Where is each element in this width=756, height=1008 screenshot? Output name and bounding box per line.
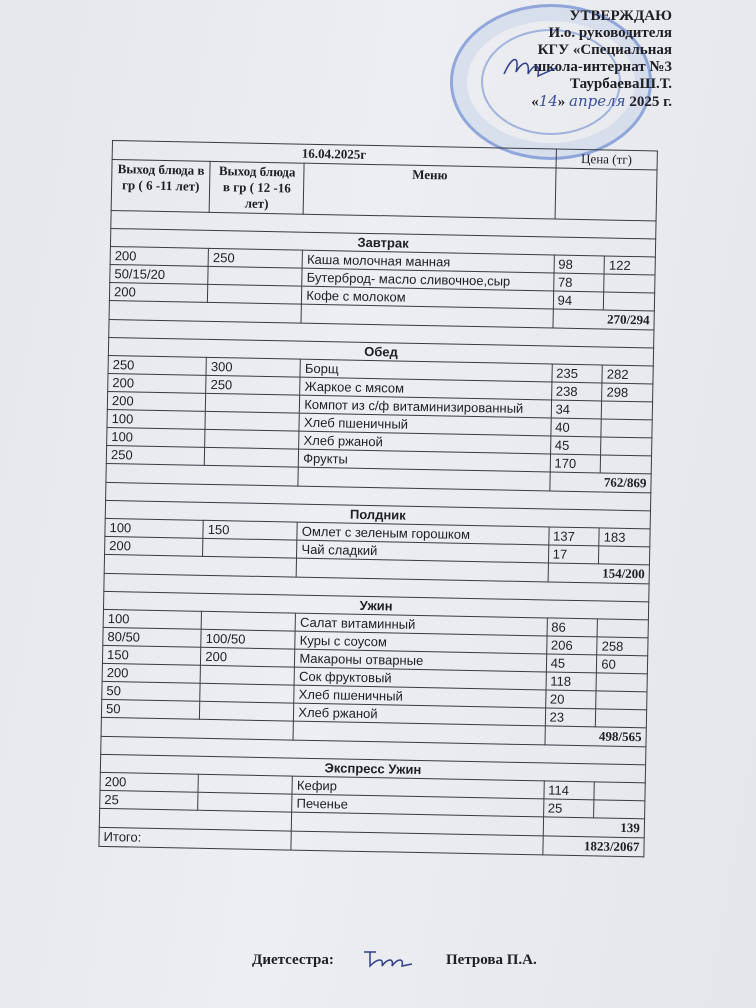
portion-young: 50/15/20 bbox=[110, 264, 209, 284]
price-old bbox=[594, 782, 645, 801]
dish-name: Каша молочная манная bbox=[302, 250, 554, 273]
section-total: 154/200 bbox=[548, 563, 650, 584]
portion-young: 250 bbox=[106, 445, 205, 465]
price-young: 98 bbox=[554, 255, 605, 274]
price-old bbox=[596, 709, 647, 728]
approval-day: 14 bbox=[538, 92, 558, 110]
approval-date: «14» апреля 2025 г. bbox=[531, 92, 672, 110]
price-young: 114 bbox=[544, 781, 595, 800]
approval-year: 2025 г. bbox=[629, 94, 672, 110]
section-total: 270/294 bbox=[553, 309, 655, 330]
portion-old bbox=[205, 447, 299, 467]
portion-young: 50 bbox=[101, 699, 200, 719]
section-total: 762/869 bbox=[549, 472, 651, 493]
portion-old bbox=[205, 411, 299, 431]
section-title: Обед bbox=[108, 337, 653, 365]
section-title: Завтрак bbox=[110, 228, 655, 256]
price-young: 235 bbox=[552, 364, 603, 383]
grand-total-value: 1823/2067 bbox=[542, 836, 644, 857]
price-young: 40 bbox=[551, 418, 602, 437]
price-old bbox=[604, 292, 655, 311]
price-old: 122 bbox=[604, 256, 655, 275]
price-old bbox=[601, 419, 652, 438]
price-old bbox=[597, 619, 648, 638]
approval-month: апреля bbox=[569, 92, 626, 110]
portion-old: 250 bbox=[208, 248, 302, 268]
price-young: 137 bbox=[548, 527, 599, 546]
price-young: 45 bbox=[546, 654, 597, 673]
footer-name: Петрова П.А. bbox=[446, 952, 537, 968]
director-signature bbox=[500, 52, 560, 82]
portion-old: 200 bbox=[201, 647, 295, 667]
price-young: 238 bbox=[551, 382, 602, 401]
footer-signature-line bbox=[252, 952, 537, 969]
portion-young: 200 bbox=[107, 391, 206, 411]
footer-role: Диетсестра: bbox=[252, 952, 334, 968]
portion-young: 50 bbox=[102, 681, 201, 701]
portion-old bbox=[201, 611, 295, 631]
portion-old bbox=[200, 701, 294, 721]
portion-young: 200 bbox=[110, 246, 209, 266]
dish-name: Бутерброд- масло сливочное,сыр bbox=[302, 268, 554, 291]
dish-name: Хлеб ржаной bbox=[294, 703, 546, 726]
col-young-header: Выход блюда в гр ( 6 -11 лет) bbox=[111, 160, 210, 213]
price-old: 282 bbox=[602, 365, 653, 384]
section-title: Ужин bbox=[103, 591, 648, 619]
portion-young: 150 bbox=[102, 645, 201, 665]
price-young: 23 bbox=[545, 708, 596, 727]
grand-total-label: Итого: bbox=[99, 827, 292, 850]
dish-name: Борщ bbox=[300, 359, 552, 382]
portion-old bbox=[203, 538, 297, 558]
col-menu-header: Меню bbox=[303, 163, 555, 219]
dish-name: Печенье bbox=[292, 794, 544, 817]
price-old: 60 bbox=[597, 655, 648, 674]
price-old bbox=[604, 274, 655, 293]
price-old: 298 bbox=[602, 383, 653, 402]
dietitian-signature bbox=[360, 944, 414, 974]
price-young: 118 bbox=[546, 672, 597, 691]
price-old bbox=[596, 691, 647, 710]
price-old bbox=[602, 401, 653, 420]
price-young: 20 bbox=[545, 690, 596, 709]
section-total: 498/565 bbox=[545, 726, 647, 747]
dish-name: Куры с соусом bbox=[295, 631, 547, 654]
price-young: 45 bbox=[550, 436, 601, 455]
price-young: 25 bbox=[543, 799, 594, 818]
menu-table bbox=[98, 140, 657, 857]
price-young: 34 bbox=[551, 400, 602, 419]
price-young: 86 bbox=[547, 618, 598, 637]
section-title: Полдник bbox=[105, 500, 650, 528]
col-old-header: Выход блюда в гр ( 12 -16 лет) bbox=[209, 161, 304, 214]
dish-name: Кофе с молоком bbox=[302, 286, 554, 309]
portion-old bbox=[205, 429, 299, 449]
portion-young: 100 bbox=[107, 427, 206, 447]
dish-name: Хлеб пшеничный bbox=[294, 685, 546, 708]
dish-name: Кефир bbox=[292, 776, 544, 799]
approval-line-1: И.о. руководителя bbox=[548, 25, 672, 41]
portion-old: 100/50 bbox=[201, 629, 295, 649]
approval-line-2: КГУ «Специальная bbox=[537, 42, 672, 58]
price-old: 183 bbox=[599, 528, 650, 547]
price-young: 17 bbox=[548, 545, 599, 564]
portion-young: 100 bbox=[107, 409, 206, 429]
price-old bbox=[600, 455, 651, 474]
portion-old bbox=[198, 774, 292, 794]
portion-young: 200 bbox=[109, 282, 208, 302]
dish-name: Макароны отварные bbox=[295, 649, 547, 672]
section-title: Экспресс Ужин bbox=[100, 754, 645, 782]
dish-name: Компот из с/ф витаминизированный bbox=[300, 395, 552, 418]
price-young: 206 bbox=[546, 636, 597, 655]
portion-young: 200 bbox=[102, 663, 201, 683]
portion-old bbox=[208, 266, 302, 286]
dish-name: Чай сладкий bbox=[297, 540, 549, 563]
dish-name: Хлеб ржаной bbox=[299, 431, 551, 454]
price-old bbox=[599, 546, 650, 565]
approval-title: УТВЕРЖДАЮ bbox=[569, 8, 672, 24]
portion-old bbox=[200, 683, 294, 703]
portion-young: 100 bbox=[105, 518, 204, 538]
approval-line-3: школа-интернат №3 bbox=[533, 59, 672, 75]
dish-name: Фрукты bbox=[299, 449, 551, 472]
portion-young: 200 bbox=[108, 373, 207, 393]
approval-line-4: ТаурбаеваШ.Т. bbox=[570, 76, 672, 92]
price-young: 94 bbox=[553, 291, 604, 310]
portion-young: 80/50 bbox=[103, 627, 202, 647]
portion-old: 300 bbox=[206, 357, 300, 377]
portion-old bbox=[198, 792, 292, 812]
dish-name: Жаркое с мясом bbox=[300, 377, 552, 400]
portion-old bbox=[208, 284, 302, 304]
section-total: 139 bbox=[543, 817, 645, 838]
price-old bbox=[596, 673, 647, 692]
dish-name: Омлет с зеленым горошком bbox=[297, 522, 549, 545]
portion-young: 200 bbox=[100, 772, 199, 792]
portion-young: 100 bbox=[103, 609, 202, 629]
portion-old: 250 bbox=[206, 375, 300, 395]
price-old bbox=[594, 800, 645, 819]
dish-name: Хлеб пшеничный bbox=[299, 413, 551, 436]
portion-young: 25 bbox=[100, 790, 199, 810]
price-old bbox=[601, 437, 652, 456]
price-header: Цена (тг) bbox=[556, 149, 658, 170]
price-young: 170 bbox=[550, 454, 601, 473]
menu-date: 16.04.2025г bbox=[112, 141, 556, 169]
portion-young: 200 bbox=[105, 536, 204, 556]
portion-old: 150 bbox=[203, 520, 297, 540]
price-old: 258 bbox=[597, 637, 648, 656]
dish-name: Сок фруктовый bbox=[294, 667, 546, 690]
price-young: 78 bbox=[553, 273, 604, 292]
dish-name: Салат витаминный bbox=[295, 613, 547, 636]
portion-old bbox=[206, 393, 300, 413]
portion-young: 250 bbox=[108, 355, 207, 375]
portion-old bbox=[200, 665, 294, 685]
